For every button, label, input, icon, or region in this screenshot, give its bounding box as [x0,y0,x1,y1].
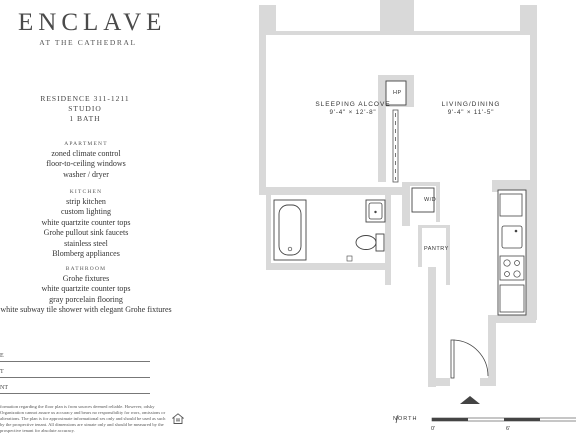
feature-item: washer / dryer [63,169,109,179]
room-label-sleeping: SLEEPING ALCOVE 9'-4" × 12'-8" [315,101,391,116]
north-triangle [460,396,480,404]
floor-plan [250,0,576,432]
feature-item: white subway tile shower with elegant Grohe fixtures [0,305,172,315]
hp-label: HP [393,90,402,96]
feature-item: zoned climate control [51,149,121,158]
info-panel [0,0,250,432]
feature-item: stainless steel [64,238,108,248]
brand-tagline: AT THE CATHEDRAL [39,38,137,47]
feature-item: strip kitchen [66,197,106,206]
walls [259,0,537,387]
feature-item: Grohe fixtures [62,274,110,283]
scale-start-label: 0' [431,426,436,432]
bathroom-section [0,266,172,316]
residence-number: RESIDENCE 311-1211 [40,94,130,103]
residence-type: STUDIO [68,104,102,113]
equal-housing-icon [172,412,184,424]
feature-item: Grohe pullout sink faucets [43,228,129,238]
feature-item: white quartzite counter tops [41,217,131,227]
room-label-living: LIVING/DINING 9'-4" × 11'-5" [441,101,501,116]
scale-bar [432,418,576,421]
north-label: NORTH [393,416,418,422]
toilet [356,234,384,251]
apartment-header: APARTMENT [64,141,108,147]
scale-end-label: 6' [506,426,511,432]
alcove-divider [393,110,398,182]
brand-logo [18,8,167,47]
feature-item: Blomberg appliances [52,249,120,259]
brand-name: ENCLAVE [18,9,167,36]
floor-plan-drawing [250,0,576,432]
disclaimer-text: formation regarding the floor plan is from sources deemed reliable. However, odsky Organization cannot assure us accuracy and bears no responsibility for rrors, omissions or alterations. The plan is for approximate informational ses only and should be used as such by the prospective tenant. All dimensions are ximate only and should be measured by the prospective tenant for absolute accuracy. [0,404,166,433]
bath-sink [366,200,385,222]
residence-info [0,94,170,124]
form-line: E [0,351,150,362]
feature-item: gray porcelain flooring [49,294,123,304]
entry-door [451,340,488,378]
kitchen-counter [498,190,526,315]
pantry-label: PANTRY [424,246,449,252]
form-line: NT [0,383,150,394]
wd-label: W/D [424,197,437,203]
apartment-section [0,141,172,180]
feature-item: custom lighting [61,207,111,217]
residence-baths: 1 BATH [69,114,101,123]
kitchen-header: KITCHEN [69,189,103,195]
feature-item: floor-to-ceiling windows [46,159,126,169]
feature-item: white quartzite counter tops [41,284,131,294]
bathroom-header: BATHROOM [65,266,107,272]
form-line: T [0,367,150,378]
kitchen-section [0,189,172,259]
bathtub [274,200,306,260]
